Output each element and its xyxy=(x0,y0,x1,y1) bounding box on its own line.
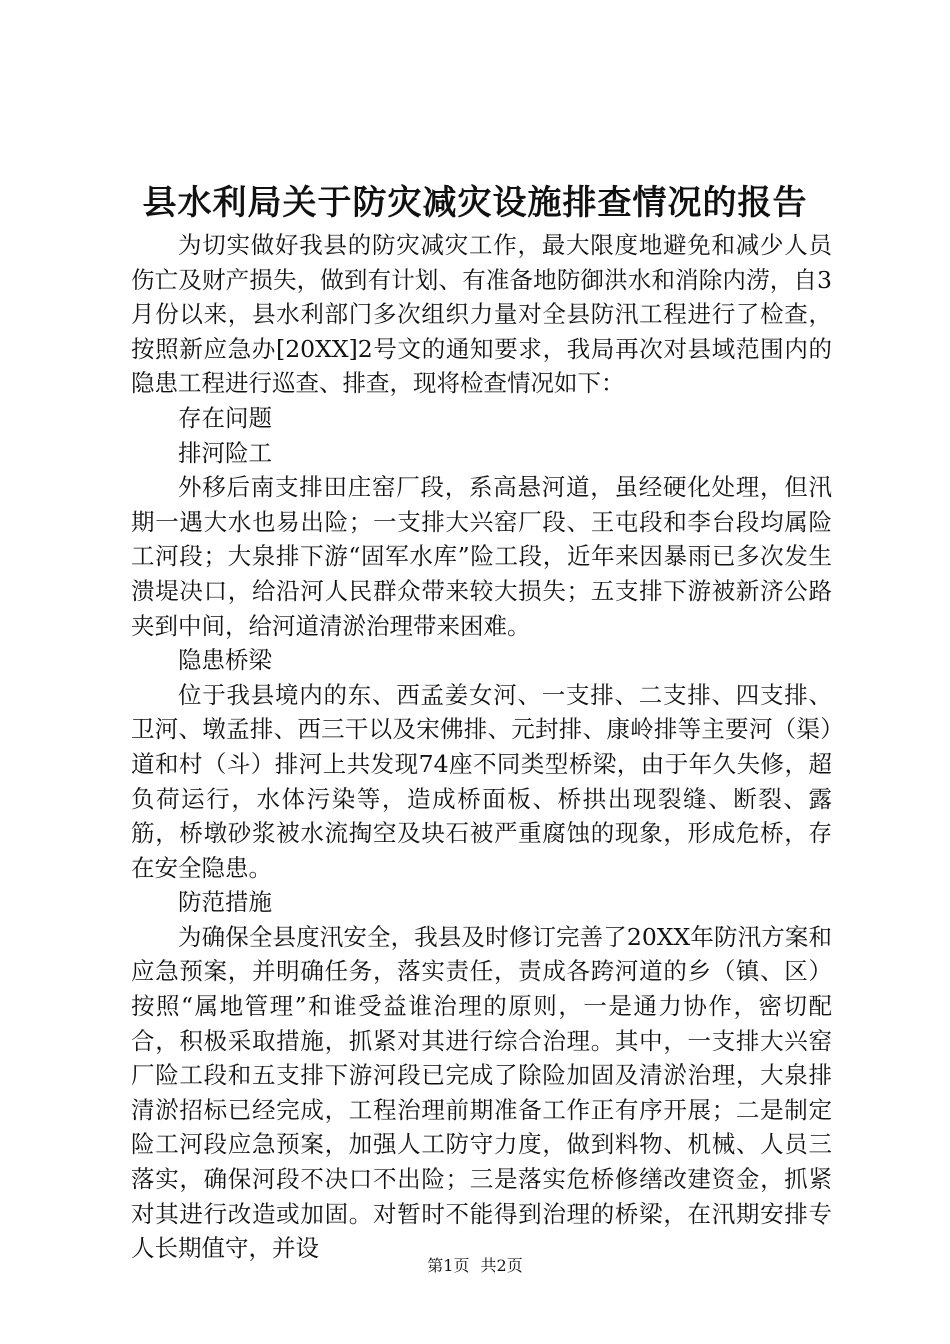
bridges-paragraph: 位于我县境内的东、西孟姜女河、一支排、二支排、四支排、卫河、墩孟排、西三干以及宋佛排、元封排、康岭排等主要河（渠）道和村（斗）排河上共发现74座不同类型桥梁，由于年久失修，超负荷运行，水体污染等，造成桥面板、桥拱出现裂缝、断裂、露筋，桥墩砂浆被水流掏空及块石被严重腐蚀的现象，形成危桥，存在安全隐患。 xyxy=(131,680,832,882)
page-footer xyxy=(0,1255,950,1277)
page-number: 第1页 xyxy=(427,1256,470,1275)
measures-paragraph: 为确保全县度汛安全，我县及时修订完善了20XX年防汛方案和应急预案，并明确任务，落实责任，责成各跨河道的乡（镇、区）按照“属地管理”和谁受益谁治理的原则，一是通力协作，密切配合，积极采取措施，抓紧对其进行综合治理。其中，一支排大兴窑厂险工段和五支排下游河段已完成了除险加固及清淤治理，大泉排清淤招标已经完成，工程治理前期准备工作正有序开展；二是制定险工河段应急预案，加强人工防守力度，做到料物、机械、人员三落实，确保河段不决口不出险；三是落实危桥修缮改建资金，抓紧对其进行改造或加固。对暂时不能得到治理的桥梁，在汛期安排专人长期值守，并设 xyxy=(131,922,832,1263)
section-heading-measures: 防范措施 xyxy=(178,888,272,917)
document-title: 县水利局关于防灾减灾设施排查情况的报告 xyxy=(142,183,808,223)
intro-paragraph: 为切实做好我县的防灾减灾工作，最大限度地避免和减少人员伤亡及财产损失，做到有计划、有准备地防御洪水和消除内涝，自3月份以来，县水利部门多次组织力量对全县防汛工程进行了检查，按照新应急办[20XX]2号文的通知要求，我局再次对县域范围内的隐患工程进行巡查、排查，现将检查情况如下： xyxy=(131,231,832,398)
page-total: 共2页 xyxy=(480,1256,523,1275)
subsection-heading-river: 排河险工 xyxy=(178,438,272,467)
river-paragraph: 外移后南支排田庄窑厂段，系高悬河道，虽经硬化处理，但汛期一遇大水也易出险；一支排大兴窑厂段、王屯段和李台段均属险工河段；大泉排下游“固军水库”险工段，近年来因暴雨已多次发生溃堤决口，给沿河人民群众带来较大损失；五支排下游被新济公路夹到中间，给河道清淤治理带来困难。 xyxy=(131,473,832,640)
document-body xyxy=(131,228,832,1266)
subsection-heading-bridges: 隐患桥梁 xyxy=(178,646,272,675)
section-heading-problems: 存在问题 xyxy=(178,403,272,432)
